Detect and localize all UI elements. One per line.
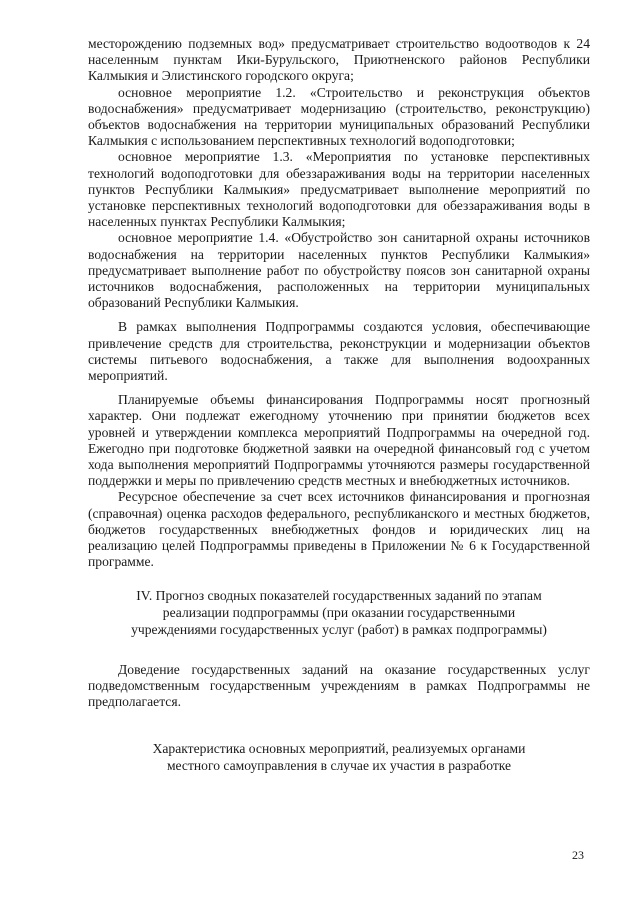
paragraph-resources: Ресурсное обеспечение за счет всех источников финансирования и прогнозная (справочная) оценка расходов федерального, республиканского и местных бюджетов, бюджетов государственных внебюджетных фондов и юридических лиц на реализацию целей Подпрограммы приведены в Приложении № 6 к Государственной программе. bbox=[88, 489, 590, 570]
section-heading-iv: IV. Прогноз сводных показателей государственных заданий по этапам реализации подпрограммы (при оказании государственными учреждениями государственных услуг (работ) в рамках подпрограммы) bbox=[131, 587, 547, 637]
paragraph-water-diversion: месторождению подземных вод» предусматривает строительство водоотводов к 24 населенным пунктам Ики-Бурульского, Приютненского районов Республики Калмыкия и Элистинского городского округа; bbox=[88, 36, 590, 84]
paragraph-state-tasks: Доведение государственных заданий на оказание государственных услуг подведомственным государственным учреждениям в рамках Подпрограммы не предполагается. bbox=[88, 661, 590, 709]
paragraph-measure-1-4: основное мероприятие 1.4. «Обустройство зон санитарной охраны источников водоснабжения на территории населенных пунктов Республики Калмыкия» предусматривает выполнение работ по обустройству поясов зон санитарной охраны источников водоснабжения, расположенных на территории муниципальных образований Республики Калмыкия. bbox=[88, 230, 590, 311]
page-number: 23 bbox=[572, 848, 584, 862]
paragraph-measure-1-2: основное мероприятие 1.2. «Строительство и реконструкция объектов водоснабжения» предусматривает модернизацию (строительство, реконструкцию) объектов водоснабжения на территории муниципальных образований Республики Калмыкия с использованием перспективных технологий водоподготовки; bbox=[88, 84, 590, 149]
paragraph-measure-1-3: основное мероприятие 1.3. «Мероприятия по установке перспективных технологий водоподготовки для обеззараживания воды на территории населенных пунктов Республики Калмыкия» предусматривает выполнение мероприятий по установке перспективных технологий водоподготовки для обеззараживания воды в населенных пунктах Республики Калмыкия; bbox=[88, 149, 590, 230]
document-page bbox=[88, 36, 590, 774]
paragraph-conditions: В рамках выполнения Подпрограммы создаются условия, обеспечивающие привлечение средств для строительства, реконструкции и модернизации объектов системы питьевого водоснабжения, а также для выполнения водоохранных мероприятий. bbox=[88, 319, 590, 384]
next-section-heading: Характеристика основных мероприятий, реализуемых органами местного самоуправления в случае их участия в разработке bbox=[152, 741, 526, 774]
paragraph-financing: Планируемые объемы финансирования Подпрограммы носят прогнозный характер. Они подлежат ежегодному уточнению при принятии бюджетов всех уровней и утверждении комплекса мероприятий Подпрограммы на очередной год. Ежегодно при подготовке бюджетной заявки на очередной финансовый год с учетом хода выполнения мероприятий Подпрограммы уточняются размеры государственной поддержки и меры по привлечению средств местных и внебюджетных источников. bbox=[88, 392, 590, 489]
